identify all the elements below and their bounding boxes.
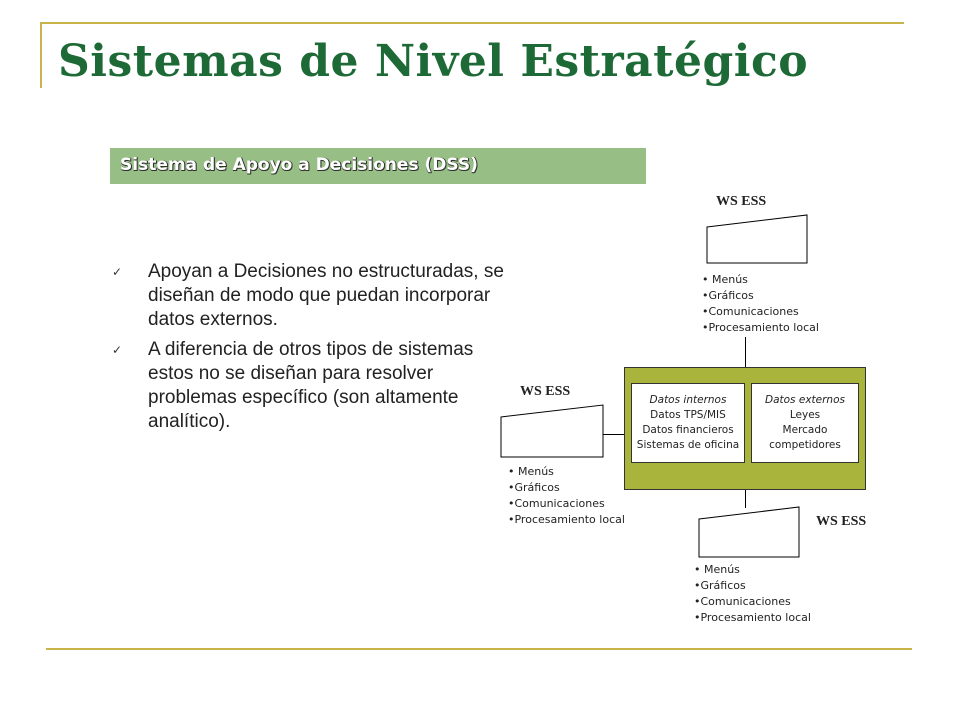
bullet-item bbox=[112, 338, 512, 434]
feature-item: •Comunicaciones bbox=[508, 497, 605, 510]
connector-left bbox=[603, 434, 624, 435]
bullet-text: Apoyan a Decisiones no estructuradas, se diseñan de modo que puedan incorporar datos externos. bbox=[148, 261, 504, 330]
feature-item: • Menús bbox=[702, 273, 748, 286]
central-data-store bbox=[624, 367, 866, 490]
features-list-top bbox=[702, 272, 819, 336]
feature-item: •Gráficos bbox=[508, 481, 560, 494]
left-divider-line bbox=[40, 22, 42, 88]
bottom-divider-line bbox=[46, 648, 912, 650]
workstation-screen-left bbox=[500, 404, 604, 458]
check-icon: ✓ bbox=[112, 343, 123, 357]
external-data-line: Mercado bbox=[782, 424, 828, 436]
feature-item: •Gráficos bbox=[694, 579, 746, 592]
top-divider-line bbox=[42, 22, 904, 24]
external-data-heading: Datos externos bbox=[765, 394, 845, 406]
check-icon: ✓ bbox=[112, 265, 123, 279]
ws-ess-label-bottom: WS ESS bbox=[816, 514, 867, 529]
feature-item: •Comunicaciones bbox=[702, 305, 799, 318]
section-banner bbox=[110, 148, 646, 184]
features-list-left bbox=[508, 464, 625, 528]
workstation-screen-top bbox=[706, 214, 808, 264]
bullet-text: A diferencia de otros tipos de sistemas estos no se diseñan para resolver problemas específico (son altamente analítico). bbox=[148, 339, 474, 432]
external-data-box bbox=[751, 383, 859, 463]
internal-data-box bbox=[631, 383, 745, 463]
internal-data-line: Datos TPS/MIS bbox=[650, 409, 726, 421]
feature-item: • Menús bbox=[508, 465, 554, 478]
bullet-list bbox=[112, 260, 512, 440]
internal-data-line: Sistemas de oficina bbox=[636, 439, 740, 451]
section-banner-text: Sistema de Apoyo a Decisiones (DSS) bbox=[120, 155, 478, 175]
feature-item: •Procesamiento local bbox=[702, 321, 819, 334]
internal-data-heading: Datos internos bbox=[649, 394, 727, 406]
workstation-screen-bottom bbox=[698, 506, 800, 558]
features-list-bottom bbox=[694, 562, 811, 626]
feature-item: •Procesamiento local bbox=[508, 513, 625, 526]
connector-top bbox=[745, 337, 746, 367]
internal-data-line: Datos financieros bbox=[642, 424, 734, 436]
ws-ess-label-top: WS ESS bbox=[716, 194, 767, 209]
slide-title: Sistemas de Nivel Estratégico bbox=[58, 36, 809, 87]
feature-item: •Procesamiento local bbox=[694, 611, 811, 624]
feature-item: • Menús bbox=[694, 563, 740, 576]
feature-item: •Comunicaciones bbox=[694, 595, 791, 608]
feature-item: •Gráficos bbox=[702, 289, 754, 302]
external-data-line: Leyes bbox=[789, 409, 821, 421]
external-data-line: competidores bbox=[769, 439, 841, 451]
bullet-item bbox=[112, 260, 512, 332]
ws-ess-label-left: WS ESS bbox=[520, 384, 571, 399]
